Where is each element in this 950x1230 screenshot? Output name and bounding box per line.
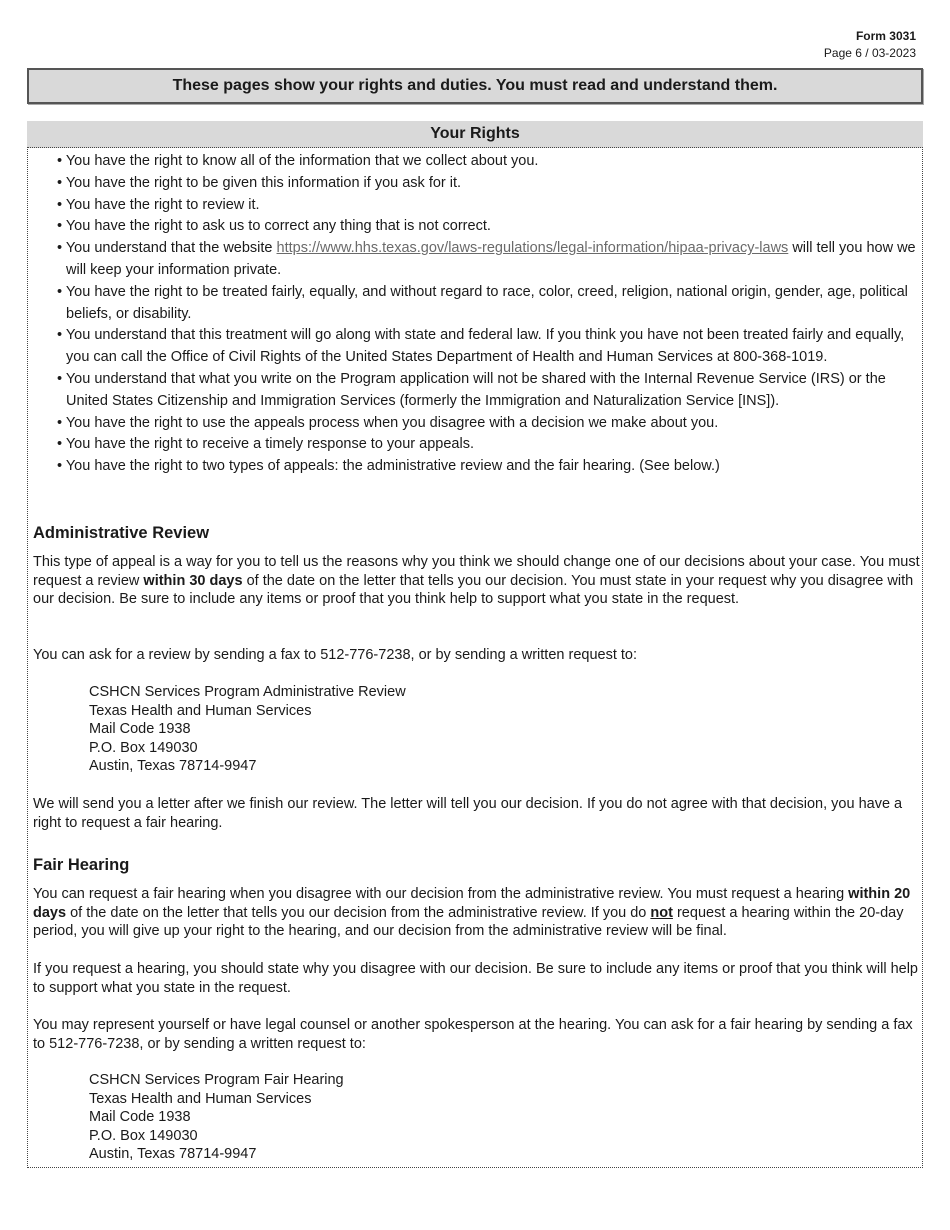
content-box — [27, 147, 923, 1168]
address-line: Texas Health and Human Services — [89, 1090, 312, 1107]
list-item: • You have the right to be given this information if you ask for it. — [57, 174, 462, 191]
list-item: • You have the right to two types of appeals: the administrative review and the fair hearing. (See below.) — [57, 458, 720, 475]
fair-hearing-heading: Fair Hearing — [33, 856, 130, 874]
fair-hearing-paragraph-1: You can request a fair hearing when you disagree with our decision from the administrative review. You must request a hearing within 20 days of the date on the letter that tells you our decision from the administrative review. If you do not request a hearing within the 20-day period, you will give up your right to the hearing, and our decision from the administrative review will be final. — [33, 886, 911, 940]
admin-review-paragraph-1: This type of appeal is a way for you to tell us the reasons why you think we should change one of our decisions about your case. You must request a review within 30 days of the date on the letter that tells you our decision. You must state in your request why you disagree with our decision. Be sure to include any items or proof that you think help to support what you state in the request. — [33, 554, 920, 608]
form-header — [824, 28, 916, 62]
list-item: • You have the right to receive a timely response to your appeals. — [57, 436, 474, 453]
address-line: Texas Health and Human Services — [89, 702, 312, 719]
address-line: CSHCN Services Program Administrative Review — [89, 684, 406, 700]
address-line: Austin, Texas 78714-9947 — [89, 1146, 257, 1163]
form-number: Form 3031 — [855, 29, 916, 43]
list-item: • You have the right to review it. — [57, 196, 260, 213]
address-line: P.O. Box 149030 — [89, 1127, 198, 1144]
list-item: • You have the right to be treated fairly, equally, and without regard to race, color, creed, religion, national origin, gender, age, political beliefs, or disability. — [57, 283, 908, 322]
address-line: Austin, Texas 78714-9947 — [89, 758, 257, 775]
address-line: P.O. Box 149030 — [89, 739, 198, 756]
list-item: • You understand that this treatment will go along with state and federal law. If you think you have not been treated fairly and equally, you can call the Office of Civil Rights of the United States Department of Health and Human Services at 800-368-1019. — [57, 327, 905, 366]
admin-review-paragraph-2: You can ask for a review by sending a fax to 512-776-7238, or by sending a written request to: — [33, 647, 638, 663]
rights-duties-banner: These pages show your rights and duties. You must read and understand them. — [27, 68, 923, 104]
admin-review-address — [89, 683, 406, 776]
privacy-policy-link[interactable]: https://www.hhs.texas.gov/laws-regulations/legal-information/hipaa-privacy-laws — [276, 240, 789, 257]
rights-list — [56, 151, 924, 478]
admin-review-paragraph-3: We will send you a letter after we finish our review. The letter will tell you our decision. If you do not agree with that decision, you have a right to request a fair hearing. — [33, 796, 903, 831]
your-rights-title: Your Rights — [27, 121, 923, 148]
list-item: • You understand that what you write on the Program application will not be shared with the Internal Revenue Service (IRS) or the United States Citizenship and Immigration Services (formerly the Immigration and Naturalization Service [INS]). — [57, 370, 886, 409]
page-info: Page 6 / 03-2023 — [823, 46, 916, 60]
list-item: • You have the right to ask us to correct any thing that is not correct. — [57, 218, 491, 235]
address-line: Mail Code 1938 — [89, 1109, 191, 1126]
address-line: Mail Code 1938 — [89, 721, 191, 738]
fair-hearing-address — [89, 1071, 344, 1164]
list-item: • You understand that the website https://www.hhs.texas.gov/laws-regulations/legal-information/hipaa-privacy-laws will tell you how we will keep your information private. — [57, 240, 916, 278]
fair-hearing-paragraph-2: If you request a hearing, you should state why you disagree with our decision. Be sure to include any items or proof that you think will help to support what you state in the request. — [33, 961, 918, 996]
fair-hearing-paragraph-3: You may represent yourself or have legal counsel or another spokesperson at the hearing. You can ask for a fair hearing by sending a fax to 512-776-7238, or by sending a written request to: — [33, 1017, 913, 1052]
address-line: CSHCN Services Program Fair Hearing — [89, 1072, 344, 1088]
admin-review-heading: Administrative Review — [33, 524, 210, 542]
list-item: • You have the right to know all of the information that we collect about you. — [57, 153, 539, 169]
list-item: • You have the right to use the appeals process when you disagree with a decision we make about you. — [57, 414, 719, 431]
